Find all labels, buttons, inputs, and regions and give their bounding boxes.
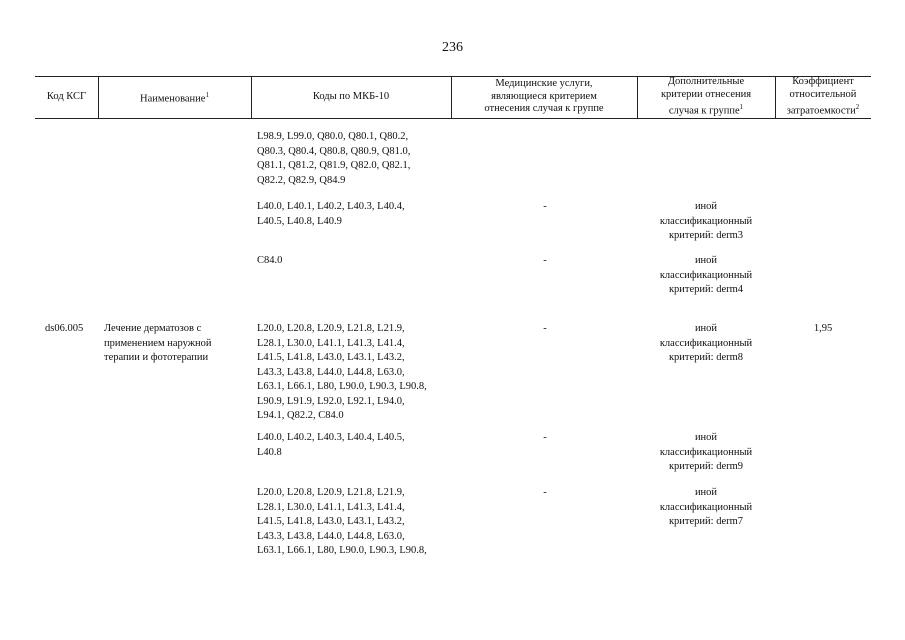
- icd-codes: [257, 322, 427, 424]
- table-header-bottom-rule: [35, 118, 871, 119]
- header-coef-line: Коэффициент: [792, 76, 854, 87]
- icd-line: L63.1, L66.1, L80, L90.0, L90.3, L90.8,: [257, 545, 427, 556]
- criteria-line: классификационный: [659, 337, 753, 349]
- icd-line: L28.1, L30.0, L41.1, L41.3, L41.4,: [257, 337, 405, 349]
- criteria-line: иной: [694, 323, 718, 334]
- header-name-text: Наименование: [140, 93, 206, 104]
- header-coef-line: затратоемкости: [786, 105, 856, 117]
- header-coef-line: относительной: [789, 88, 857, 100]
- header-coef: [775, 76, 871, 118]
- header-code: [35, 76, 98, 118]
- icd-codes: [257, 130, 410, 188]
- footnote-marker: 2: [855, 103, 860, 111]
- icd-line: L98.9, L99.0, Q80.0, Q80.1, Q80.2,: [257, 131, 409, 142]
- header-code-text: Код КСГ: [46, 90, 87, 102]
- header-criteria-line: случая к группе: [668, 105, 740, 117]
- icd-line: L40.0, L40.2, L40.3, L40.4, L40.5,: [257, 432, 405, 443]
- header-name: [98, 76, 251, 118]
- header-criteria: [637, 76, 775, 118]
- header-services-line: отнесения случая к группе: [484, 103, 604, 115]
- header-icd-text: Коды по МКБ-10: [312, 90, 390, 102]
- icd-line: L40.8: [257, 446, 282, 458]
- services-value: -: [543, 201, 547, 212]
- criteria-line: классификационный: [659, 215, 753, 227]
- criteria-line: иной: [694, 201, 718, 212]
- icd-codes: [257, 431, 405, 460]
- criteria-line: классификационный: [659, 446, 753, 458]
- icd-line: Q81.1, Q81.2, Q81.9, Q82.0, Q82.1,: [257, 160, 411, 171]
- criteria-line: критерий: derm3: [668, 230, 744, 241]
- icd-line: L40.0, L40.1, L40.2, L40.3, L40.4,: [257, 201, 405, 212]
- criteria-line: критерий: derm8: [668, 352, 744, 363]
- icd-codes: [257, 486, 427, 559]
- icd-line: L43.3, L43.8, L44.0, L44.8, L63.0,: [257, 530, 405, 542]
- services-value: -: [543, 432, 547, 443]
- footnote-marker: 1: [739, 103, 744, 111]
- icd-line: Q82.2, Q82.9, Q84.9: [257, 174, 346, 186]
- name-line: применением наружной: [104, 337, 212, 349]
- header-icd: [251, 76, 451, 118]
- header-criteria-line: критерии отнесения: [660, 88, 752, 100]
- header-criteria-line: Дополнительные: [667, 76, 745, 87]
- ksg-code: ds06.005: [45, 323, 84, 334]
- criteria-line: классификационный: [659, 501, 753, 513]
- icd-line: L28.1, L30.0, L41.1, L41.3, L41.4,: [257, 501, 405, 513]
- icd-line: L20.0, L20.8, L20.9, L21.8, L21.9,: [257, 323, 405, 334]
- icd-line: L40.5, L40.8, L40.9: [257, 215, 342, 227]
- criteria-line: критерий: derm4: [668, 284, 744, 295]
- criteria-line: иной: [694, 255, 718, 266]
- header-services-line: являющиеся критерием: [491, 90, 597, 102]
- services-value: -: [543, 255, 547, 266]
- icd-line: L41.5, L41.8, L43.0, L43.1, L43.2,: [257, 352, 405, 363]
- criteria-value: [637, 431, 775, 475]
- services-value: -: [543, 487, 547, 498]
- name-line: Лечение дерматозов с: [104, 323, 202, 334]
- icd-line: L90.9, L91.9, L92.0, L92.1, L94.0,: [257, 395, 405, 407]
- services-value: -: [543, 323, 547, 334]
- criteria-value: [637, 486, 775, 530]
- icd-line: C84.0: [257, 255, 283, 266]
- icd-line: L43.3, L43.8, L44.0, L44.8, L63.0,: [257, 366, 405, 378]
- ksg-name: [104, 322, 212, 366]
- criteria-line: критерий: derm9: [668, 461, 744, 472]
- criteria-line: иной: [694, 487, 718, 498]
- icd-codes: [257, 200, 405, 229]
- icd-line: Q80.3, Q80.4, Q80.8, Q80.9, Q81.0,: [257, 145, 411, 157]
- criteria-line: критерий: derm7: [668, 516, 744, 527]
- icd-line: L94.1, Q82.2, C84.0: [257, 410, 344, 421]
- criteria-line: иной: [694, 432, 718, 443]
- header-services: [451, 76, 637, 118]
- coef-value: 1,95: [813, 323, 833, 334]
- criteria-line: классификационный: [659, 269, 753, 281]
- header-services-line: Медицинские услуги,: [495, 78, 593, 90]
- footnote-marker: 1: [205, 90, 209, 99]
- icd-line: L63.1, L66.1, L80, L90.0, L90.3, L90.8,: [257, 381, 427, 392]
- icd-codes: [257, 254, 282, 269]
- page-number: 236: [442, 40, 463, 55]
- icd-line: L41.5, L41.8, L43.0, L43.1, L43.2,: [257, 516, 405, 527]
- name-line: терапии и фототерапии: [104, 352, 209, 363]
- criteria-value: [637, 200, 775, 244]
- icd-line: L20.0, L20.8, L20.9, L21.8, L21.9,: [257, 487, 405, 498]
- criteria-value: [637, 322, 775, 366]
- criteria-value: [637, 254, 775, 298]
